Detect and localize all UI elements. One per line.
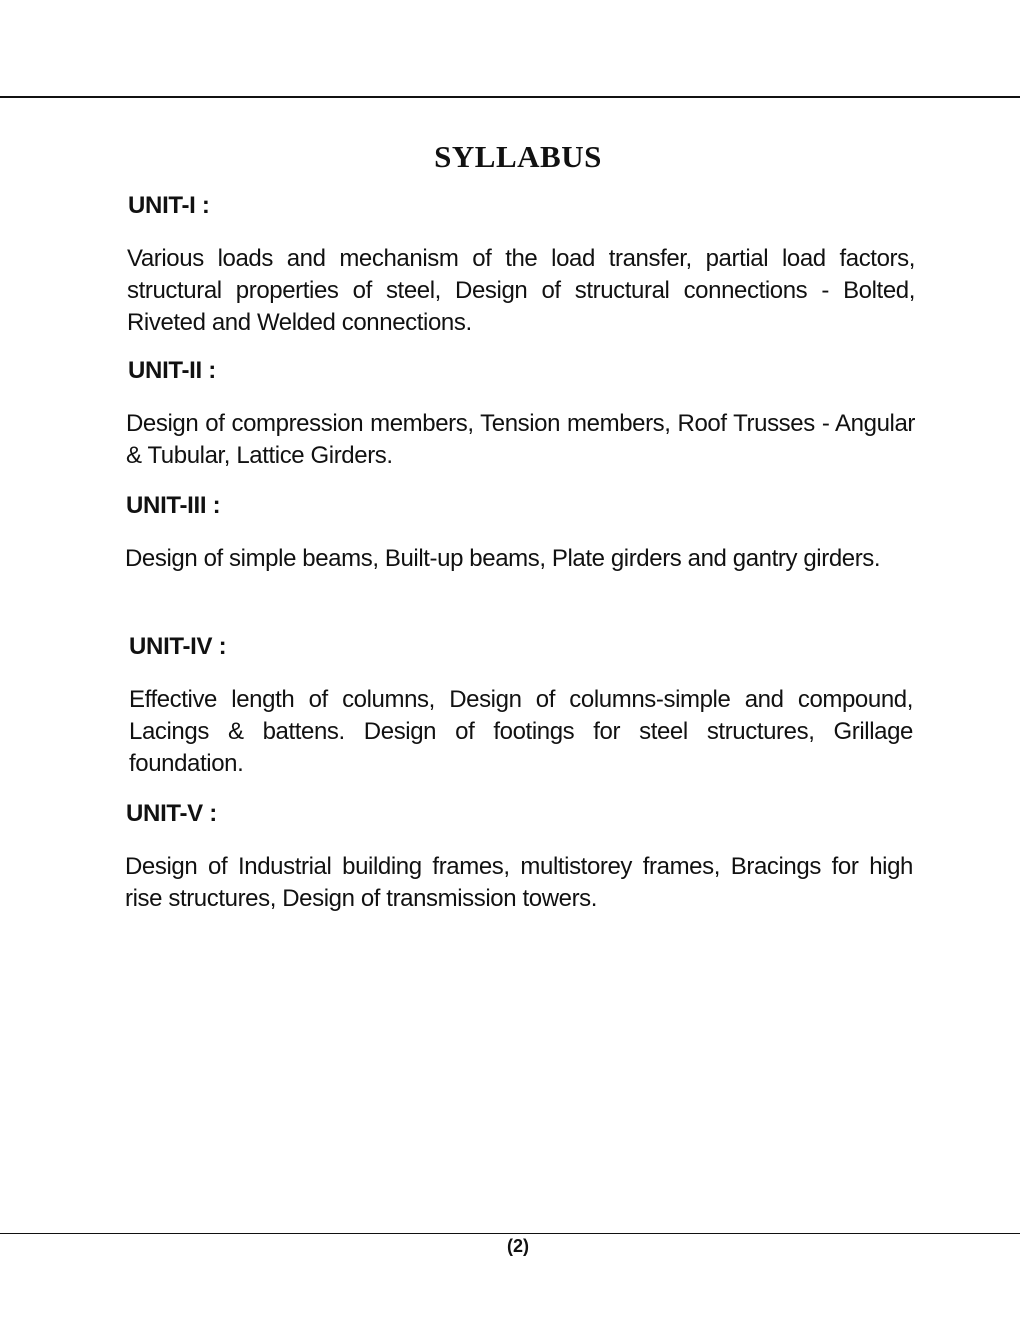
- top-rule: [0, 96, 1020, 98]
- unit-2-body: Design of compression members, Tension members, Roof Trusses - Angular & Tubular, Lattice Girders.: [126, 410, 915, 469]
- unit-4-heading: UNIT-IV :: [129, 633, 227, 660]
- unit-1-body: Various loads and mechanism of the load transfer, partial load factors, structural properties of steel, Design of structural connections - Bolted, Riveted and Welded connections.: [127, 245, 915, 336]
- unit-3-body: Design of simple beams, Built-up beams, Plate girders and gantry girders.: [125, 545, 881, 572]
- unit-2-heading: UNIT-II :: [128, 357, 216, 384]
- unit-4-body: Effective length of columns, Design of columns-simple and compound, Lacings & battens. Design of footings for steel structures, Grillage foundation.: [129, 686, 913, 777]
- page-number: (2): [507, 1236, 529, 1256]
- unit-5-body: Design of Industrial building frames, multistorey frames, Bracings for high rise structures, Design of transmission towers.: [125, 853, 913, 912]
- unit-5-heading: UNIT-V :: [126, 800, 217, 827]
- unit-1-heading: UNIT-I :: [128, 192, 210, 219]
- bottom-rule: [0, 1233, 1020, 1234]
- unit-3-heading: UNIT-III :: [126, 492, 221, 519]
- page-title: SYLLABUS: [434, 138, 602, 174]
